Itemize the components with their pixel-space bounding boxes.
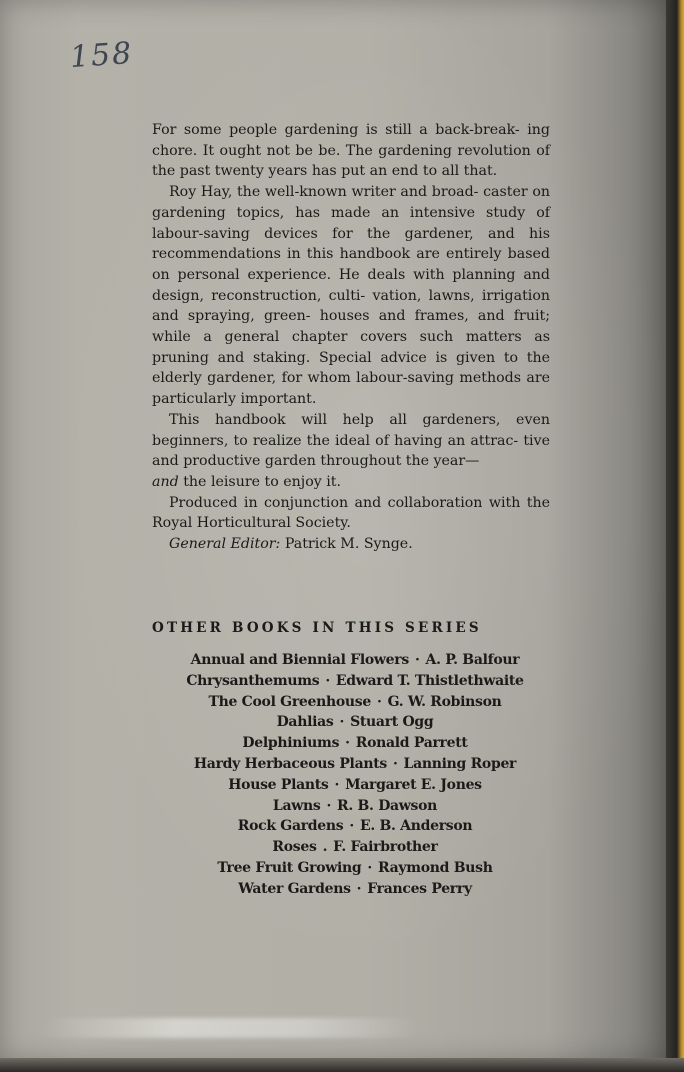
book-author: F. Fairbrother xyxy=(333,839,438,856)
series-book-item xyxy=(120,858,590,879)
blurb-paragraph-3-italic: and xyxy=(152,473,179,490)
bottom-edge-shadow xyxy=(0,1058,684,1072)
blurb-paragraph-3-start: This handbook will help all gardeners, even beginners, to realize the ideal of having an attrac- tive and productive garden throughout the year— xyxy=(152,411,550,470)
blurb-paragraph-3 xyxy=(152,410,550,493)
book-author: E. B. Anderson xyxy=(359,818,473,835)
book-title: Annual and Biennial Flowers xyxy=(190,652,409,668)
book-author: Frances Perry xyxy=(367,880,472,897)
book-separator: · xyxy=(334,776,340,793)
general-editor-label: General Editor: xyxy=(169,536,281,553)
general-editor-name: Patrick M. Synge. xyxy=(280,536,413,553)
series-book-item xyxy=(120,754,590,775)
book-separator: · xyxy=(345,735,350,752)
book-author: R. B. Dawson xyxy=(337,797,438,814)
book-author: Edward T. Thistlethwaite xyxy=(335,672,524,689)
book-title: Chrysanthemums xyxy=(186,672,320,689)
series-book-item xyxy=(120,879,590,900)
book-title: The Cool Greenhouse xyxy=(208,693,371,710)
book-title: Roses xyxy=(272,839,317,856)
book-title: Tree Fruit Growing xyxy=(217,859,362,876)
book-separator: · xyxy=(356,880,362,897)
series-heading: OTHER BOOKS IN THIS SERIES xyxy=(152,620,482,636)
book-title: Lawns xyxy=(272,797,321,814)
series-book-item xyxy=(120,692,590,713)
series-book-item xyxy=(120,816,590,837)
book-title: Hardy Herbaceous Plants xyxy=(193,755,387,772)
series-book-item xyxy=(120,712,590,733)
book-separator: · xyxy=(339,714,345,731)
book-separator: · xyxy=(326,797,332,814)
series-book-item xyxy=(120,671,590,692)
book-author: Lanning Roper xyxy=(403,755,517,772)
series-book-item xyxy=(120,837,590,858)
cover-wear-mark xyxy=(40,1018,420,1038)
book-title: House Plants xyxy=(228,776,329,793)
series-book-item xyxy=(120,650,590,671)
series-book-item xyxy=(120,796,590,817)
series-book-list xyxy=(120,650,590,900)
general-editor-line xyxy=(152,534,550,555)
book-title: Rock Gardens xyxy=(237,818,344,835)
series-book-item xyxy=(120,775,590,796)
book-separator: · xyxy=(349,818,354,835)
book-separator: · xyxy=(414,652,420,668)
book-author: Raymond Bush xyxy=(377,859,493,876)
spine-edge xyxy=(666,0,684,1072)
series-book-item xyxy=(120,733,590,754)
book-author: Stuart Ogg xyxy=(350,714,434,731)
book-title: Delphiniums xyxy=(242,735,340,752)
book-title: Dahlias xyxy=(276,714,334,731)
blurb-paragraph-2: Roy Hay, the well-known writer and broad- caster on gardening topics, has made an intensive study of labour-saving devices for the gardener, and his recommendations in this handbook are entirely based on personal experience. He deals with planning and design, reconstruction, culti- vation, lawns, irrigation and spraying, green- houses and frames, and fruit; while a general chapter covers such matters as pruning and staking. Special advice is given to the elderly gardener, for whom labour-saving methods are particularly important. xyxy=(152,184,550,408)
blurb-paragraph-1: For some people gardening is still a back-break- ing chore. It ought not be be. The gardening revolution of the past twenty years has put an end to all that. xyxy=(152,122,550,180)
book-separator: · xyxy=(367,859,372,876)
handwritten-pencil-note: 158 xyxy=(68,35,135,76)
book-separator: · xyxy=(392,755,398,772)
book-title: Water Gardens xyxy=(238,880,351,897)
blurb-text xyxy=(152,120,550,555)
book-separator: . xyxy=(322,839,328,856)
book-author: A. P. Balfour xyxy=(425,652,520,668)
blurb-paragraph-4: Produced in conjunction and collaboration with the Royal Horticultural Society. xyxy=(152,494,550,532)
book-separator: · xyxy=(376,693,382,710)
blurb-paragraph-3-end: the leisure to enjoy it. xyxy=(178,473,342,490)
book-separator: · xyxy=(325,672,330,689)
book-author: G. W. Robinson xyxy=(387,693,502,710)
book-author: Ronald Parrett xyxy=(355,735,468,752)
book-author: Margaret E. Jones xyxy=(345,776,482,793)
